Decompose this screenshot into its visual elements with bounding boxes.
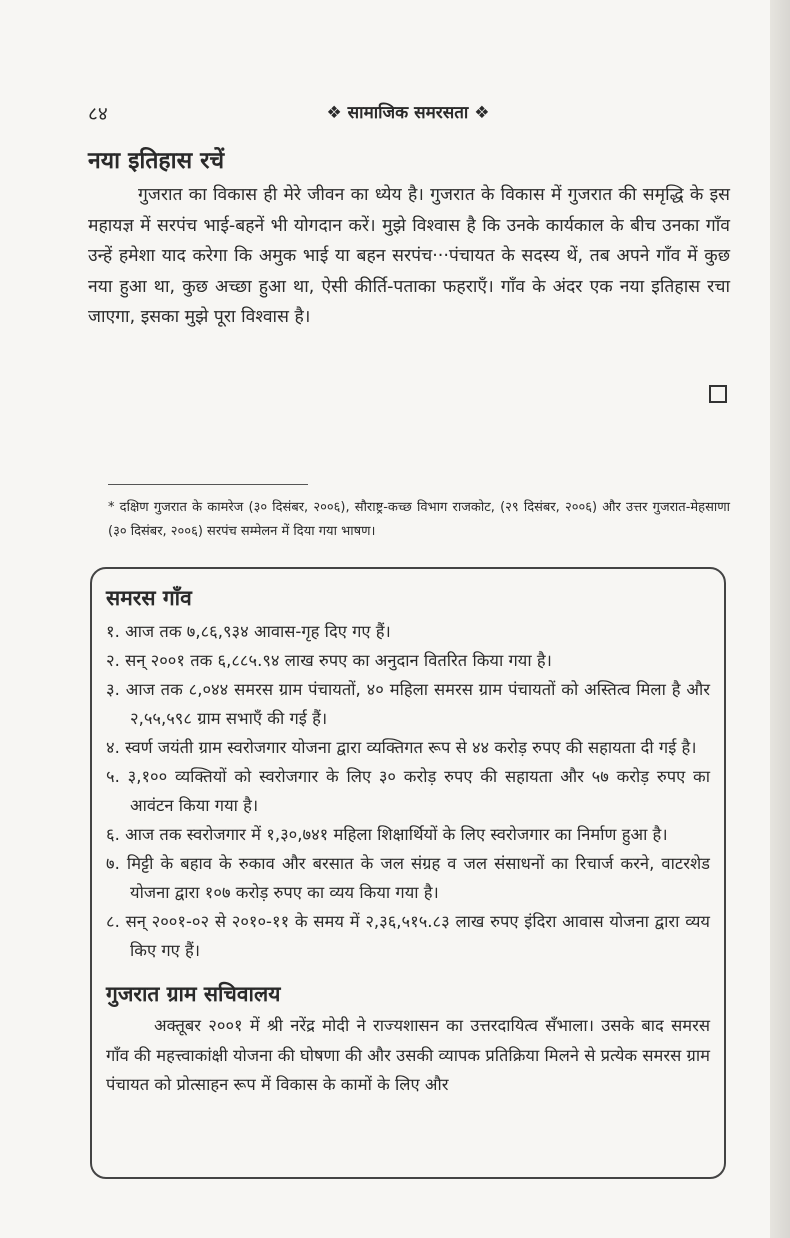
footnote: * दक्षिण गुजरात के कामरेज (३० दिसंबर, २००६), सौराष्ट्र-कच्छ विभाग राजकोट, (२९ दिसंबर, २००६) और उत्तर गुजरात-मेहसाणा (३० दिसंबर, २००६) सरपंच सम्मेलन में दिया गया भाषण। <box>108 500 730 539</box>
section-naya-itihas <box>88 146 730 333</box>
section-title: नया इतिहास रचें <box>88 148 225 174</box>
list-item: ७. मिट्टी के बहाव के रुकाव और बरसात के जल संग्रह व जल संसाधनों का रिचार्ज करने, वाटरशेड योजना द्वारा १०७ करोड़ रुपए का व्यय किया गया है। <box>106 854 710 902</box>
achievement-list <box>106 617 710 965</box>
page-header <box>88 100 728 128</box>
list-item: ६. आज तक स्वरोजगार में १,३०,७४१ महिला शिक्षार्थियों के लिए स्वरोजगार का निर्माण हुआ है। <box>106 825 668 844</box>
list-item: ४. स्वर्ण जयंती ग्राम स्वरोजगार योजना द्वारा व्यक्तिगत रूप से ४४ करोड़ रुपए की सहायता दी गई है। <box>106 738 697 757</box>
box-title: समरस गाँव <box>106 586 192 610</box>
list-item: २. सन् २००१ तक ६,८८५.९४ लाख रुपए का अनुदान वितरित किया गया है। <box>106 651 552 670</box>
list-item: ३. आज तक ८,०४४ समरस ग्राम पंचायतों, ४० महिला समरस ग्राम पंचायतों को अस्तित्व मिला है और २,५५,५९८ ग्राम सभाएँ की गई हैं। <box>106 680 710 728</box>
page-number: ८४ <box>88 103 108 125</box>
footnote-divider <box>108 484 308 485</box>
section-paragraph: गुजरात का विकास ही मेरे जीवन का ध्येय है। गुजरात के विकास में गुजरात की समृद्धि के इस महायज्ञ में सरपंच भाई-बहनें भी योगदान करें। मुझे विश्वास है कि उनके कार्यकाल के बीच उनका गाँव उन्हें हमेशा याद करेगा कि अमुक भाई या बहन सरपंच···पंचायत के सदस्य थें, तब अपने गाँव में कुछ नया हुआ था, कुछ अच्छा हुआ था, ऐसी कीर्ति-पताका फहराएँ। गाँव के अंदर एक नया इतिहास रचा जाएगा, इसका मुझे पूरा विश्वास है। <box>88 185 730 327</box>
page-edge <box>770 0 790 1238</box>
info-box <box>90 567 726 1179</box>
box-subtitle: गुजरात ग्राम सचिवालय <box>106 982 281 1006</box>
list-item: ५. ३,१०० व्यक्तियों को स्वरोजगार के लिए ३० करोड़ रुपए की सहायता और ५७ करोड़ रुपए का आवंटन किया गया है। <box>106 767 710 815</box>
running-title: ❖ सामाजिक समरसता ❖ <box>326 103 490 123</box>
end-mark-square <box>709 385 727 403</box>
list-item: १. आज तक ७,८६,९३४ आवास-गृह दिए गए हैं। <box>106 622 391 641</box>
list-item: ८. सन् २००१-०२ से २०१०-११ के समय में २,३६,५१५.८३ लाख रुपए इंदिरा आवास योजना द्वारा व्यय किए गए हैं। <box>106 912 710 960</box>
box-paragraph: अक्तूबर २००१ में श्री नरेंद्र मोदी ने राज्यशासन का उत्तरदायित्व सँभाला। उसके बाद समरस गाँव की महत्त्वाकांक्षी योजना की घोषणा की और उसकी व्यापक प्रतिक्रिया मिलने से प्रत्येक समरस ग्राम पंचायत को प्रोत्साहन रूप में विकास के कामों के लिए और <box>106 1016 710 1094</box>
